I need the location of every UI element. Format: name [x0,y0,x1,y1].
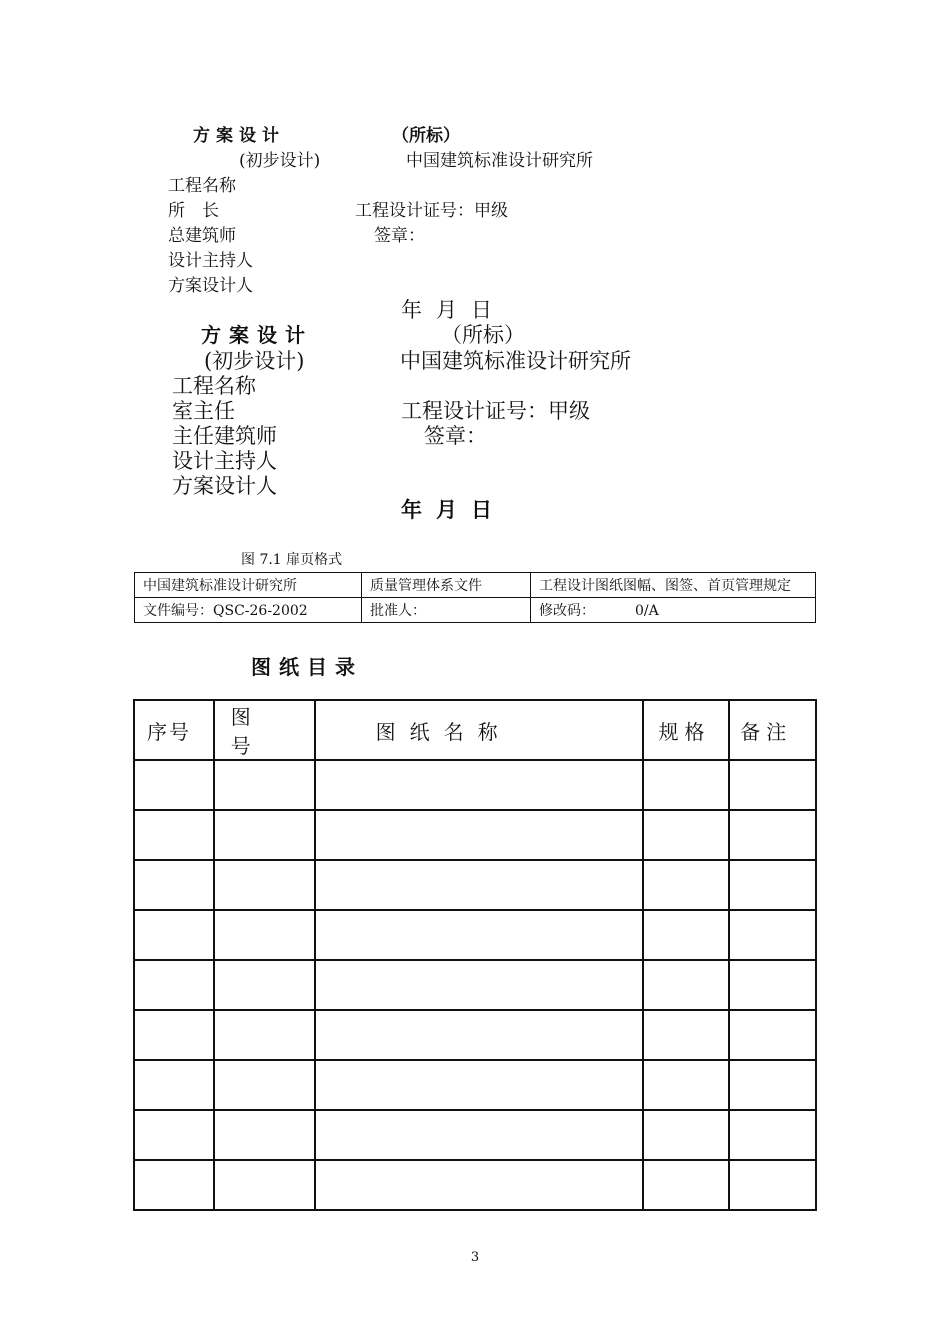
design-host-label-1: 设计主持人 [168,251,253,271]
institute-mark-label-2: （所标） [441,323,525,347]
table-cell [214,1110,315,1160]
institute-mark-label-1: （所标） [392,126,460,146]
revision-code-label: 修改码： [539,603,595,619]
table-cell [134,810,214,860]
table-cell [134,910,214,960]
table-row [134,1060,816,1110]
table-cell [315,1060,644,1110]
table-cell [214,810,315,860]
column-header-spec: 规格 [643,700,729,760]
header-cell-revision [531,598,816,623]
table-cell [729,1010,816,1060]
institute-name-1: 中国建筑标准设计研究所 [406,151,593,171]
table-cell [643,960,729,1010]
project-name-label-2: 工程名称 [172,374,256,398]
date-line-2: 年月日 [401,498,506,522]
figure-caption: 图 7.1 扉页格式 [241,552,343,568]
table-cell [134,1160,214,1210]
preliminary-design-label-2: (初步设计) [204,349,305,373]
table-cell [729,960,816,1010]
table-cell [729,910,816,960]
drawing-directory-table [133,699,817,1211]
table-cell [729,810,816,860]
table-cell [643,810,729,860]
table-cell [134,1060,214,1110]
table-cell [315,960,644,1010]
table-cell [643,1060,729,1110]
design-host-label-2: 设计主持人 [172,449,277,473]
table-cell [315,810,644,860]
preliminary-design-label-1: (初步设计) [239,151,321,171]
table-row [134,1160,816,1210]
table-row [134,910,816,960]
design-certificate-label-2: 工程设计证号：甲级 [401,399,590,423]
scheme-designer-label-1: 方案设计人 [168,276,253,296]
table-row [134,860,816,910]
revision-code-value: 0/A [635,603,659,619]
table-cell [315,1010,644,1060]
scheme-designer-label-2: 方案设计人 [172,474,277,498]
header-cell-regulation-title: 工程设计图纸图幅、图签、首页管理规定 [531,573,816,598]
document-header-table [134,572,816,623]
header-cell-institute: 中国建筑标准设计研究所 [135,573,362,598]
table-cell [134,1110,214,1160]
director-label-1: 所 长 [168,201,219,221]
design-certificate-label-1: 工程设计证号：甲级 [355,201,508,221]
seal-label-1: 签章： [374,226,425,246]
table-row [134,1010,816,1060]
table-cell [214,1010,315,1060]
table-cell [214,860,315,910]
table-cell [315,860,644,910]
seal-label-2: 签章： [424,424,487,448]
table-cell [643,760,729,810]
scheme-design-title-2: 方案设计 [201,323,313,347]
table-cell [729,1110,816,1160]
table-cell [214,960,315,1010]
table-cell [214,1060,315,1110]
chief-architect-label-2: 主任建筑师 [172,424,277,448]
scheme-design-title-1: 方案设计 [193,126,285,146]
table-cell [214,910,315,960]
room-director-label-2: 室主任 [172,399,235,423]
table-cell [643,860,729,910]
project-name-label-1: 工程名称 [168,176,236,196]
table-row [134,810,816,860]
column-header-drawing-name: 图纸名称 [315,700,644,760]
table-row [134,1110,816,1160]
table-cell [134,760,214,810]
header-row [135,573,816,598]
column-header-drawing-number: 图号 [214,700,315,760]
table-cell [643,910,729,960]
column-header-remarks: 备注 [729,700,816,760]
chief-architect-label-1: 总建筑师 [168,226,236,246]
table-cell [134,860,214,910]
table-cell [729,1160,816,1210]
table-row [134,760,816,810]
institute-name-2: 中国建筑标准设计研究所 [400,349,631,373]
column-header-serial: 序号 [134,700,214,760]
table-cell [315,1110,644,1160]
page-number: 3 [470,1250,480,1265]
header-cell-approver: 批准人： [362,598,531,623]
header-cell-file-number: 文件编号：QSC-26-2002 [135,598,362,623]
table-cell [214,1160,315,1210]
table-cell [315,760,644,810]
drawing-directory-title: 图纸目录 [251,655,363,679]
table-cell [729,760,816,810]
table-row [134,960,816,1010]
table-cell [729,1060,816,1110]
table-cell [729,860,816,910]
table-cell [643,1110,729,1160]
date-line-1: 年月日 [401,298,506,322]
table-cell [214,760,315,810]
directory-header-row [134,700,816,760]
table-cell [643,1010,729,1060]
header-cell-quality-system: 质量管理体系文件 [362,573,531,598]
table-cell [134,1010,214,1060]
table-cell [315,1160,644,1210]
table-cell [315,910,644,960]
table-cell [643,1160,729,1210]
header-row [135,598,816,623]
table-cell [134,960,214,1010]
